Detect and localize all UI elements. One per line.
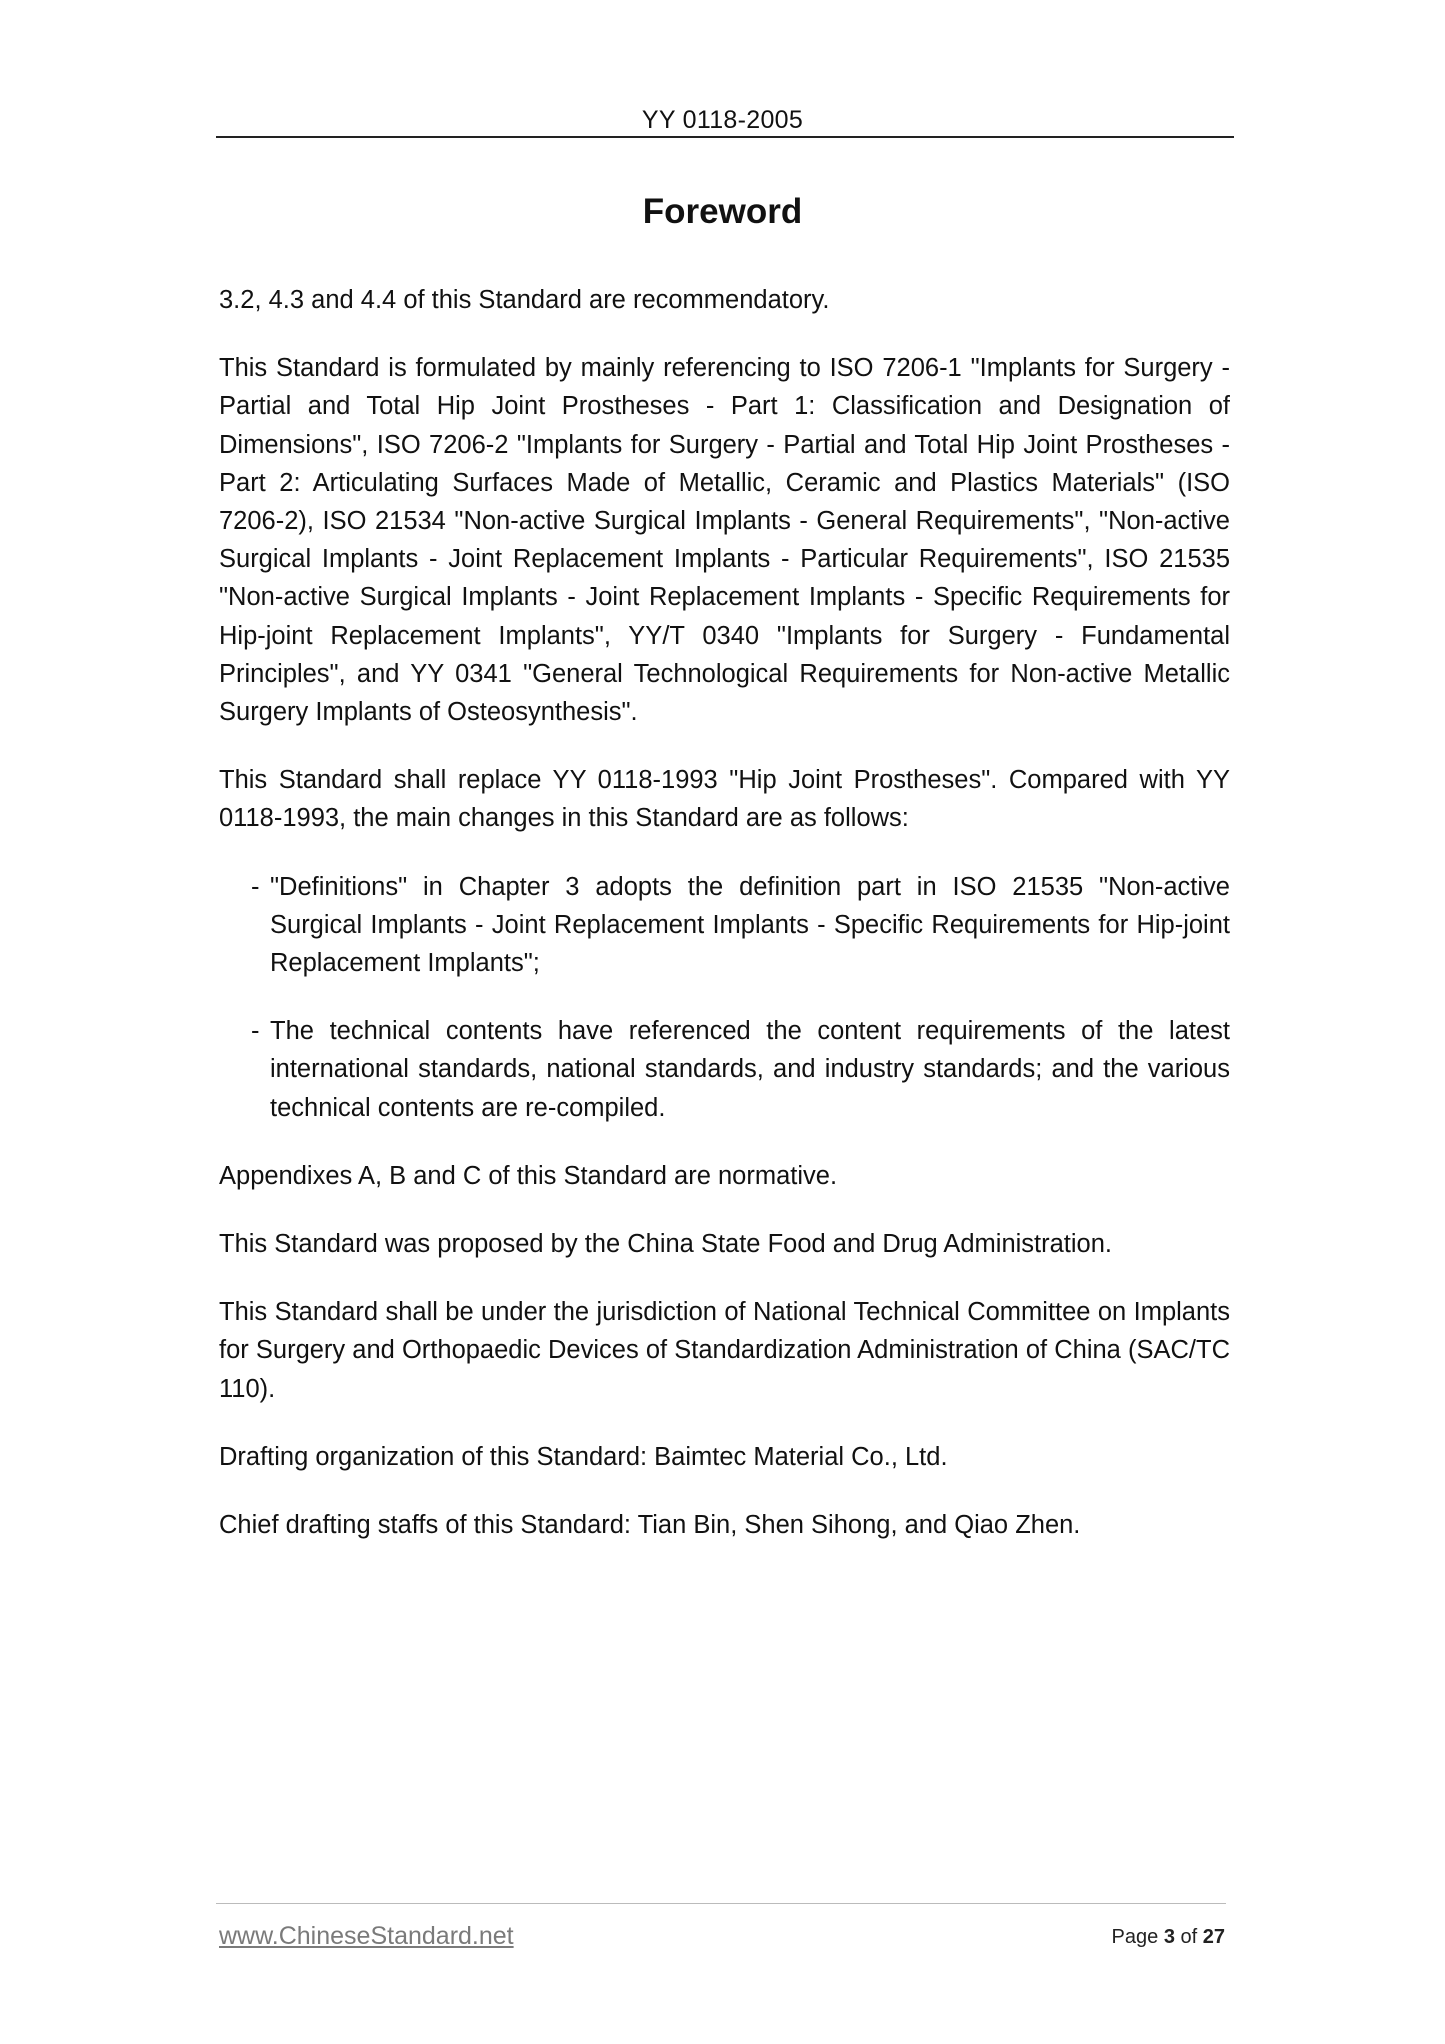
page-number: 3 [1163, 1926, 1175, 1948]
paragraph-drafting-organization: Drafting organization of this Standard: Baimtec Material Co., Ltd. [219, 1442, 948, 1471]
total-pages: 27 [1202, 1926, 1225, 1948]
document-code: YY 0118-2005 [641, 106, 804, 134]
paragraph-appendixes: Appendixes A, B and C of this Standard are normative. [219, 1161, 838, 1190]
paragraph-recommendatory: 3.2, 4.3 and 4.4 of this Standard are recommendatory. [219, 286, 830, 314]
list-item [219, 868, 1230, 983]
footer-divider [216, 1903, 1226, 1904]
list-item-text: "Definitions" in Chapter 3 adopts the definition part in ISO 21535 "Non-active Surgical Implants - Joint Replacement Implants - Specific Requirements for Hip-joint Replacement Implants"; [270, 872, 1230, 978]
paragraph-drafting-staff: Chief drafting staffs of this Standard: Tian Bin, Shen Sihong, and Qiao Zhen. [219, 1511, 1081, 1540]
paragraph-references: This Standard is formulated by mainly referencing to ISO 7206-1 "Implants for Surgery - Partial and Total Hip Joint Prostheses - Part 1: Classification and Designation of Dimensions", ISO 7206-2 "Implants for Surgery - Partial and Total Hip Joint Prostheses - Part 2: Articulating Surfaces Made of Metallic, Ceramic and Plastics Materials" (ISO 7206-2), ISO 21534 "Non-active Surgical Implants - General Requirements", "Non-active Surgical Implants - Joint Replacement Implants - Particular Requirements", ISO 21535 "Non-active Surgical Implants - Joint Replacement Implants - Specific Requirements for Hip-joint Replacement Implants", YY/T 0340 "Implants for Surgery - Fundamental Principles", and YY 0341 "General Technological Requirements for Non-active Metallic Surgery Implants of Osteosynthesis". [219, 354, 1230, 727]
dash-bullet: - [251, 1017, 260, 1046]
page-label: Page [1111, 1926, 1159, 1948]
foreword-body [219, 281, 1230, 1574]
paragraph-jurisdiction: This Standard shall be under the jurisdiction of National Technical Committee on Implants for Surgery and Orthopaedic Devices of Standardization Administration of China (SAC/TC 110). [219, 1298, 1230, 1403]
website-link[interactable]: www.ChineseStandard.net [219, 1922, 514, 1950]
paragraph-replacement: This Standard shall replace YY 0118-1993 "Hip Joint Prostheses". Compared with YY 0118-1993, the main changes in this Standard are as follows: [219, 766, 1230, 833]
list-item-text: The technical contents have referenced the content requirements of the latest international standards, national standards, and industry standards; and the various technical contents are re-compiled. [270, 1017, 1230, 1122]
changes-list [219, 868, 1230, 1127]
list-item [219, 1012, 1230, 1127]
page-indicator [1112, 1926, 1225, 1949]
header-divider [216, 136, 1234, 138]
dash-bullet: - [251, 872, 260, 901]
page-of-label: of [1180, 1926, 1198, 1948]
page-title: Foreword [642, 192, 803, 231]
paragraph-proposed-by: This Standard was proposed by the China State Food and Drug Administration. [219, 1230, 1113, 1259]
